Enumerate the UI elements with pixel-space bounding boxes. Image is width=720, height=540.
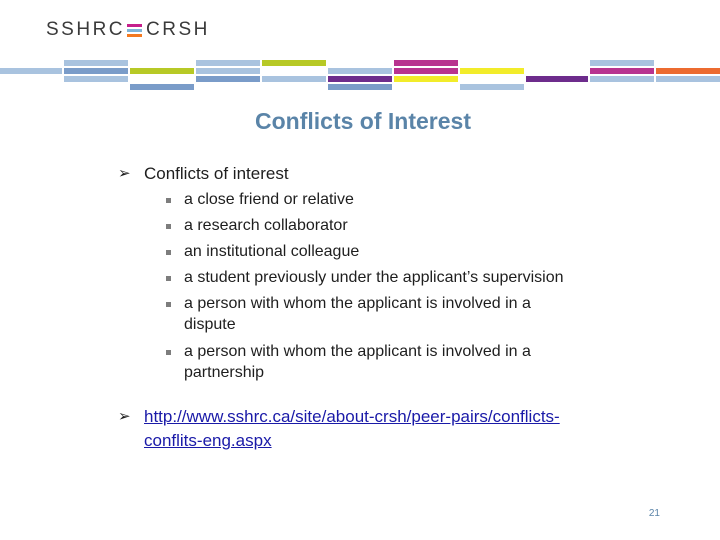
page-number: 21 — [648, 508, 660, 519]
url-link-continued[interactable]: conflits-eng.aspx — [144, 431, 272, 450]
arrow-bullet-icon: ➢ — [118, 408, 131, 425]
color-bar — [590, 76, 654, 82]
color-bar — [196, 76, 260, 82]
square-bullet-icon — [166, 276, 171, 281]
color-bar — [196, 68, 260, 74]
sub-bullet-text-continued: partnership — [184, 364, 265, 381]
square-bullet-icon — [166, 198, 171, 203]
logo-mark-icon — [127, 24, 142, 37]
square-bullet-icon — [166, 350, 171, 355]
sub-bullet-text-continued: dispute — [184, 316, 236, 333]
slide-title: Conflicts of Interest — [255, 108, 471, 134]
sub-bullet-text: a person with whom the applicant is involved in a — [184, 295, 531, 312]
color-bar — [328, 68, 392, 74]
color-bar — [590, 68, 654, 74]
sub-bullet-text: a research collaborator — [184, 217, 348, 234]
color-bar — [394, 76, 458, 82]
color-bar — [328, 84, 392, 90]
color-bar — [526, 76, 588, 82]
color-bar — [590, 60, 654, 66]
color-bar — [64, 60, 128, 66]
logo-text-crsh: CRSH — [146, 19, 210, 40]
color-bar — [460, 84, 524, 90]
square-bullet-icon — [166, 302, 171, 307]
color-bar — [64, 76, 128, 82]
url-link[interactable]: http://www.sshrc.ca/site/about-crsh/peer-pairs/conflicts- — [144, 407, 560, 426]
square-bullet-icon — [166, 224, 171, 229]
sub-bullet-text: a student previously under the applicant’s supervision — [184, 269, 564, 286]
color-bar — [656, 76, 720, 82]
color-bar — [328, 76, 392, 82]
color-bar — [130, 68, 194, 74]
sub-bullet-text: a close friend or relative — [184, 191, 354, 208]
sub-bullet-text: an institutional colleague — [184, 243, 360, 260]
color-bar — [262, 60, 326, 66]
sub-bullet-text: a person with whom the applicant is involved in a — [184, 343, 531, 360]
color-bar — [130, 84, 194, 90]
square-bullet-icon — [166, 250, 171, 255]
color-bar — [0, 68, 62, 74]
color-bar — [656, 68, 720, 74]
sshrc-logo — [46, 18, 210, 42]
arrow-bullet-icon: ➢ — [118, 165, 131, 182]
color-bar — [64, 68, 128, 74]
color-bar — [262, 76, 326, 82]
logo-text-sshrc: SSHRC — [46, 19, 126, 40]
color-bar — [394, 68, 458, 74]
decorative-color-bars — [0, 58, 720, 94]
color-bar — [196, 60, 260, 66]
bullet-text: Conflicts of interest — [144, 164, 289, 183]
color-bar — [394, 60, 458, 66]
color-bar — [460, 68, 524, 74]
